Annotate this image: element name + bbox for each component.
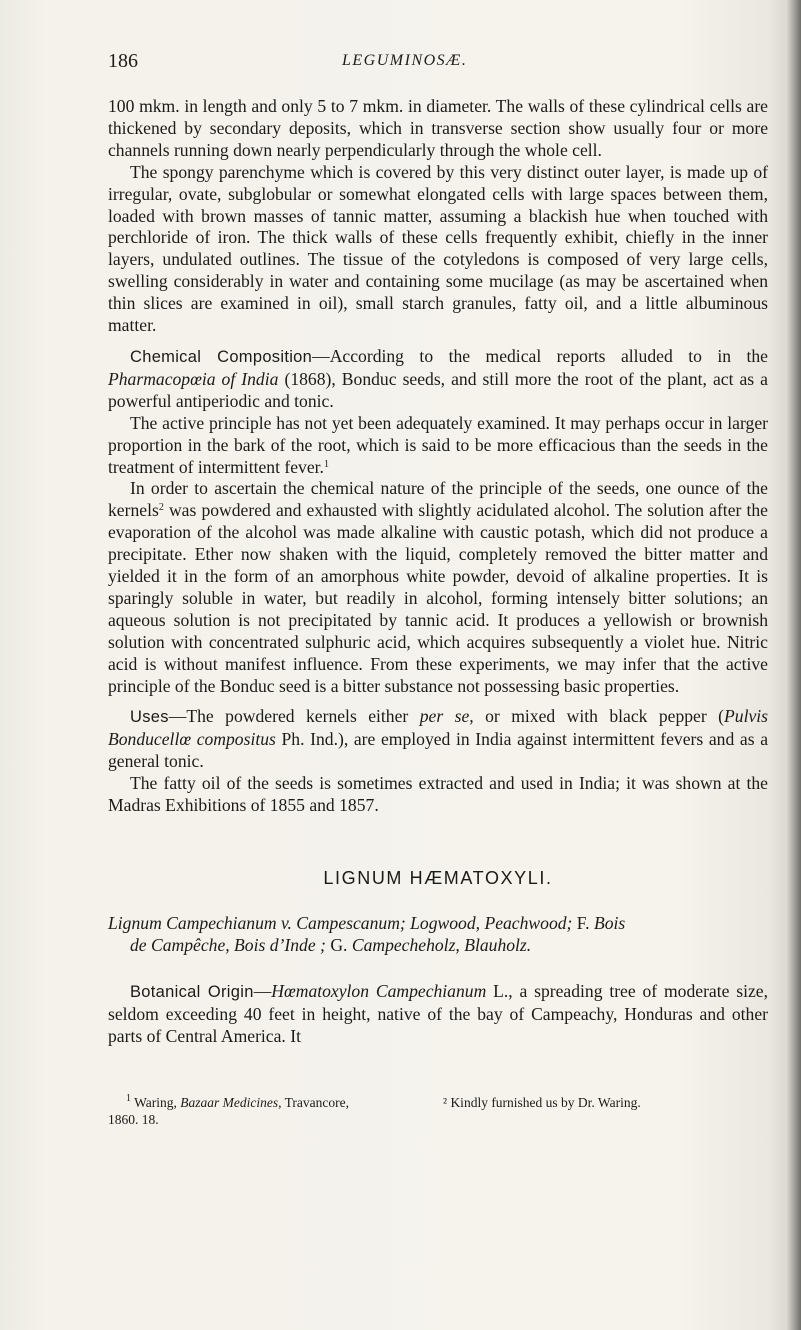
uses-label: Uses xyxy=(130,708,169,727)
footnote-2: ² Kindly furnished us by Dr. Waring. xyxy=(443,1095,641,1110)
page-number: 186 xyxy=(108,50,138,72)
synonyms-line-2: de Campêche, Bois d’Inde ; G. Campecheholz, Blauholz. xyxy=(130,935,532,955)
running-head: LEGUMINOSÆ. xyxy=(342,52,468,69)
botanical-origin: Botanical Origin—Hœmatoxylon Campechianum L., a spreading tree of moderate size, seldom exceeding 40 feet in height, native of the bay of Campeachy, Honduras and other parts of Central America. It xyxy=(108,981,768,1046)
footnote-ref-1: 1 xyxy=(323,458,329,470)
section-title: LIGNUM HÆMATOXYLI. xyxy=(323,868,553,888)
synonyms xyxy=(108,912,768,956)
paragraph-chemical-2: The active principle has not yet been adequately examined. It may perhaps occur in larger proportion in the bark of the root, which is said to be more efficacious than the seeds in the treatment of intermittent fever.$^1$ xyxy=(108,412,768,477)
footnote-ref-2: 2 xyxy=(158,502,164,514)
footnotes xyxy=(108,1094,768,1128)
paragraph-chemical-3: In order to ascertain the chemical nature of the principle of the seeds, one ounce of the kernels$^2$ was powdered and exhausted with slightly acidulated alcohol. The solution after the evaporation of the alcohol was made alkaline with caustic potash, which did not produce a precipitate. Ether now shaken with the liquid, completely removed the bitter matter and yielded it in the form of an amorphous white powder, devoid of alkaline properties. It is sparingly soluble in water, but readily in alcohol, forming intensely bitter solutions; an aqueous solution is not precipitated by tannic acid. It produces a yellowish or brownish solution with concentrated sulphuric acid, which acquires subsequently a violet hue. Nitric acid is without manifest influence. From these experiments, we may infer that the active principle of the Bonduc seed is a bitter substance not possessing basic properties. xyxy=(108,478,768,696)
botanical-origin-label: Botanical Origin xyxy=(130,983,254,1001)
footnote-1-line-2: 1860. 18. xyxy=(108,1112,159,1127)
paragraph-cells: 100 mkm. in length and only 5 to 7 mkm. in diameter. The walls of these cylindrical cells are thickened by secondary deposits, which in transverse section show usually four or more channels running down nearly perpendicularly through the whole cell. xyxy=(108,96,768,160)
chemical-composition-label: Chemical Composition xyxy=(130,347,313,366)
body-text xyxy=(108,96,768,817)
synonyms-line-1: Lignum Campechianum v. Campescanum; Logwood, Peachwood; F. Bois xyxy=(108,913,626,933)
paragraph-uses-1: Uses—The powdered kernels either per se, or mixed with black pepper (Pulvis Bonducellœ compositus Ph. Ind.), are employed in India against intermittent fevers and as a general tonic. xyxy=(108,706,769,772)
paragraph-uses-2: The fatty oil of the seeds is sometimes extracted and used in India; it was shown at the Madras Exhibitions of 1855 and 1857. xyxy=(108,773,768,816)
footnote-1: $^1$ Waring, Bazaar Medicines, Travancore, xyxy=(126,1093,350,1110)
paragraph-chemical-1: Chemical Composition—According to the medical reports alluded to in the Pharmacopœia of India (1868), Bonduc seeds, and still more the root of the plant, act as a powerful antiperiodic and tonic. xyxy=(108,345,768,411)
paragraph-parenchyme: The spongy parenchyme which is covered by this very distinct outer layer, is made up of irregular, ovate, subglobular or somewhat elongated cells with large spaces between them, loaded with brown masses of tannic matter, assuming a blackish hue when touched with perchloride of iron. The thick walls of these cells frequently exhibit, chiefly in the inner layers, undulated outlines. The tissue of the cotyledons is composed of very large cells, swelling considerably in water and containing some mucilage (as may be ascertained when thin slices are examined in oil), small starch granules, fatty oil, and a little albuminous matter. xyxy=(108,161,768,336)
page-edge-shadow xyxy=(787,0,801,1330)
page-header xyxy=(92,50,732,80)
